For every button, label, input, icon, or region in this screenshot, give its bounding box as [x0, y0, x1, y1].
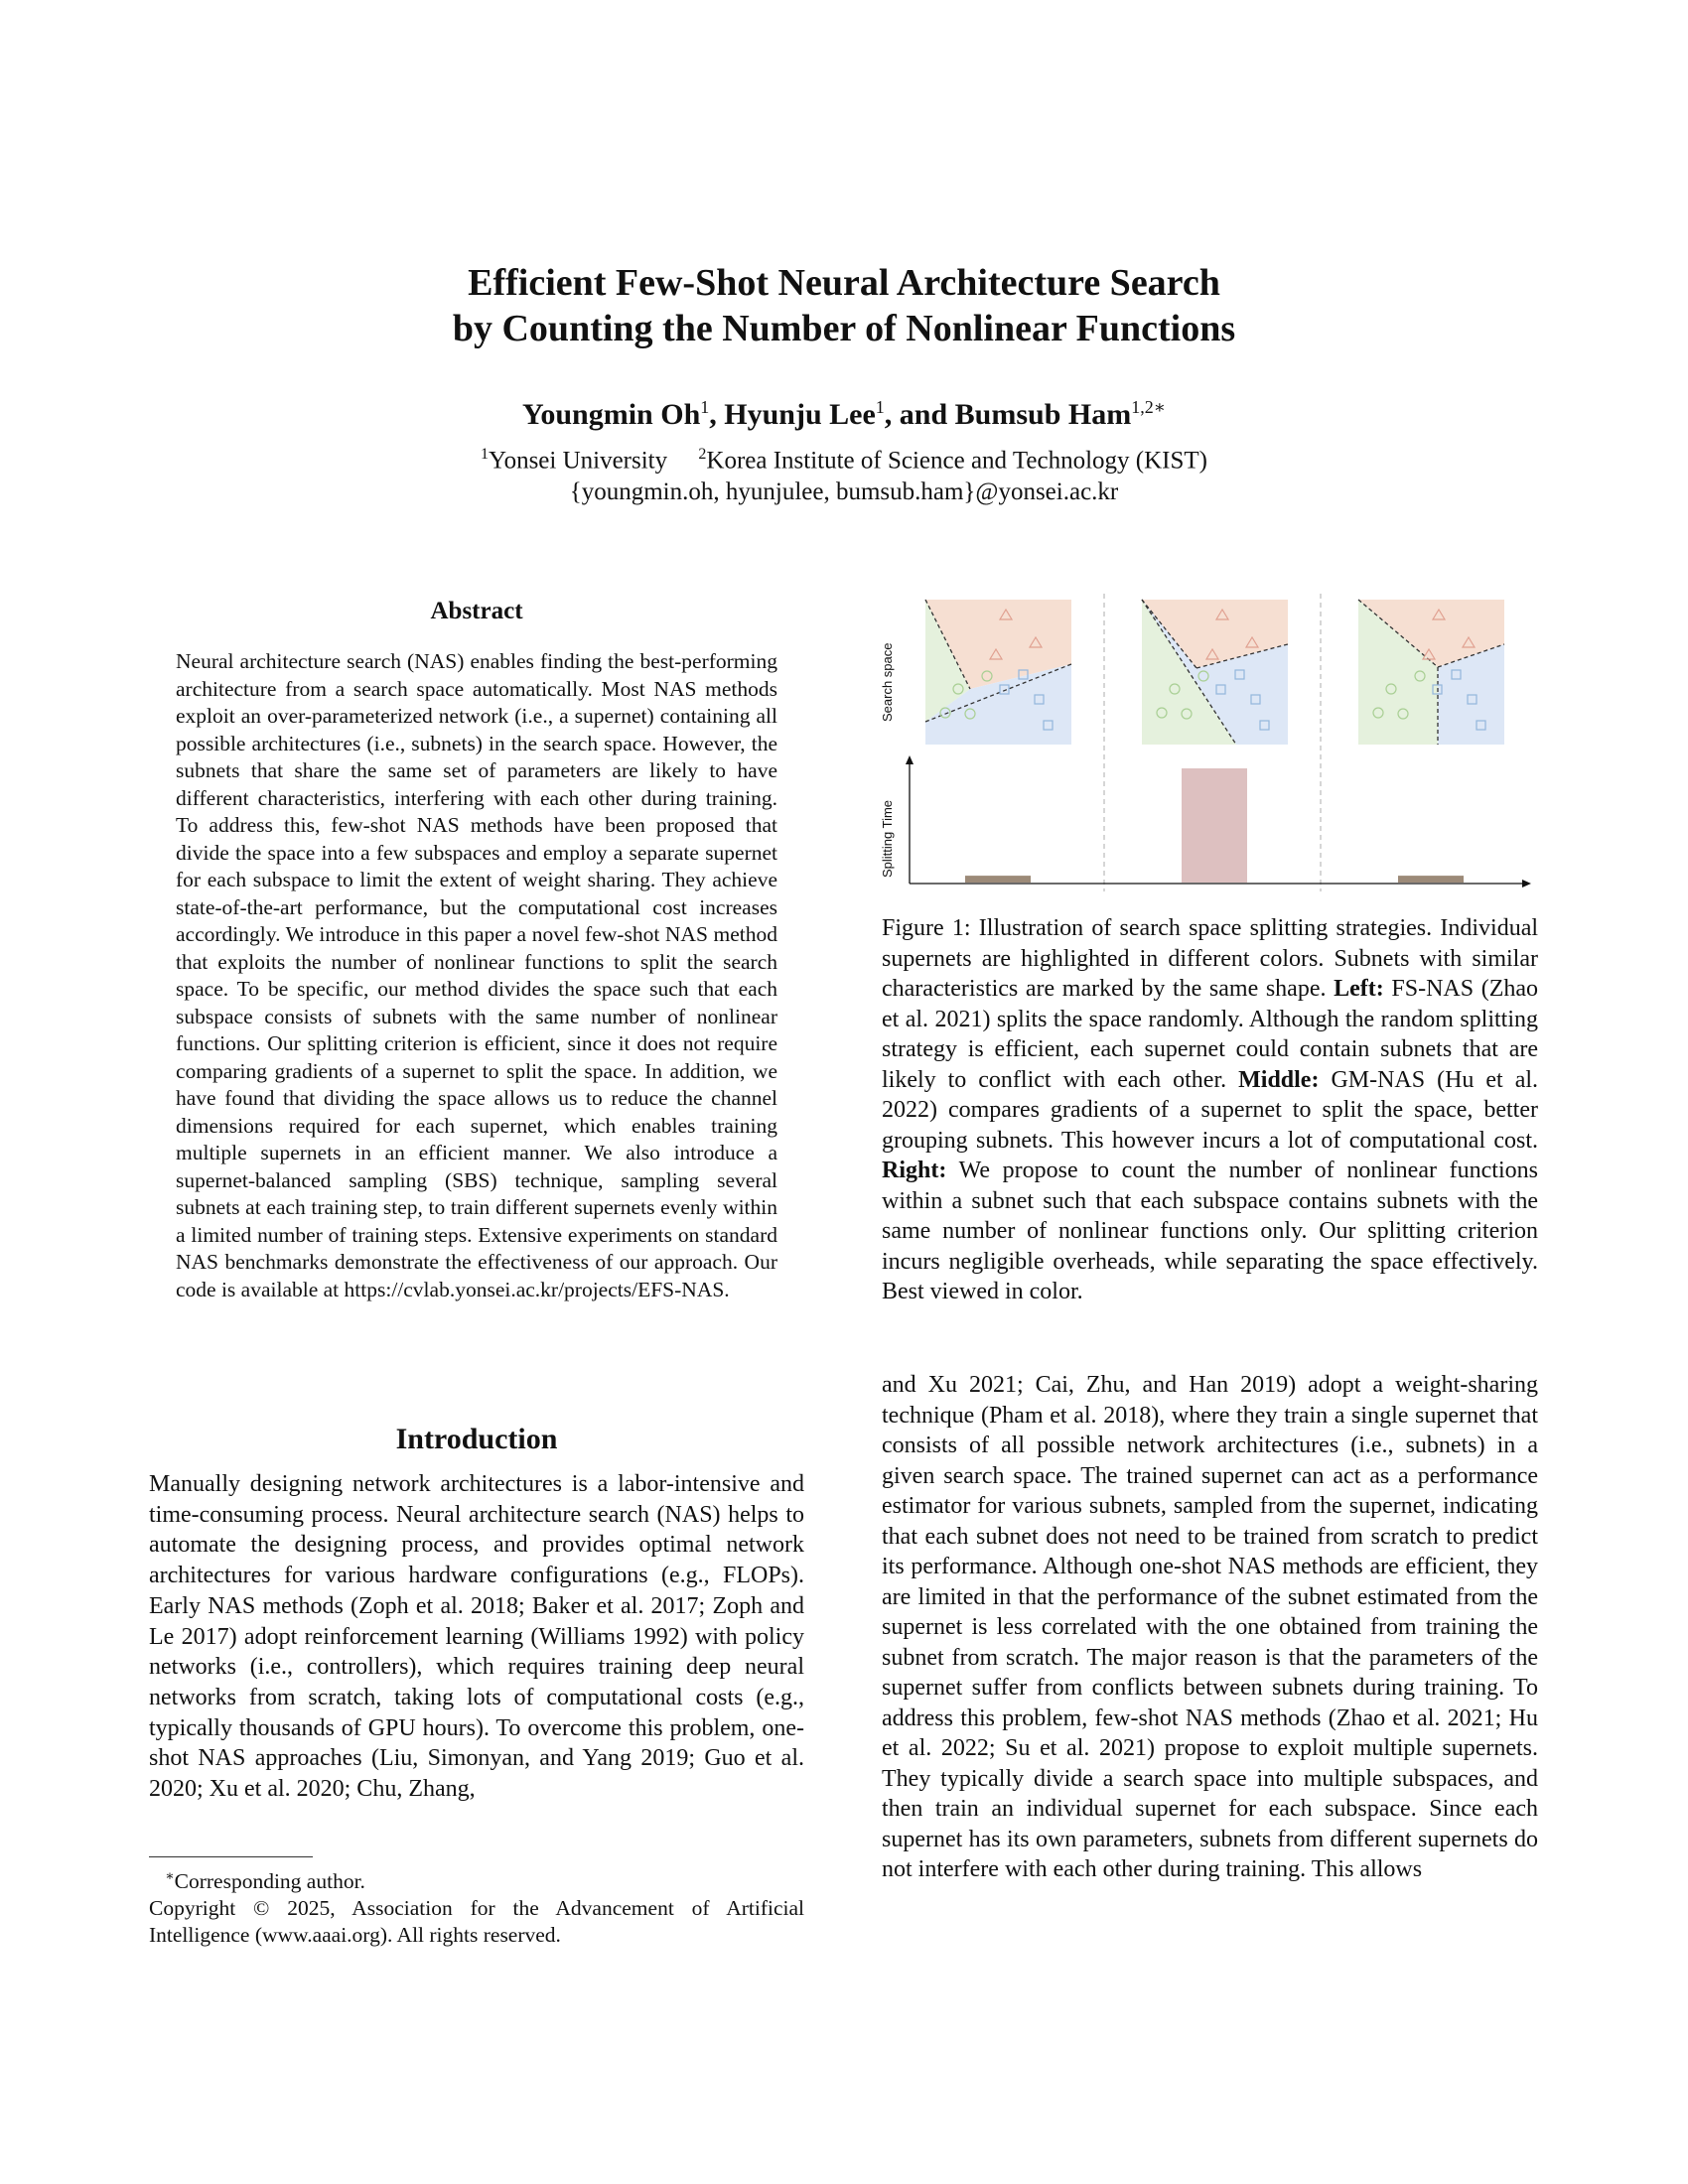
footnote-mark: ∗ [165, 1869, 175, 1884]
caption-right-text: We propose to count the number of nonlinear functions within a subnet such that each subspace contains subnets with the same number of nonlinear functions only. Our splitting criterion incurs negligible overheads, while separating the space effectively. Best viewed in color. [882, 1158, 1538, 1304]
paper-title [0, 260, 1688, 351]
affiliation-yonsei: Yonsei University [489, 447, 668, 475]
caption-label: Figure 1: [882, 915, 971, 941]
figure-1 [874, 594, 1539, 903]
affiliation-sup: 2 [698, 446, 707, 463]
caption-intro: Illustration of search space splitting strategies. Individual supernets are highlighted in different colors. Subnets with similar characteristics are marked by the same shape. [882, 915, 1539, 1002]
author-sup: 1 [700, 397, 710, 417]
right-column-text: and Xu 2021; Cai, Zhu, and Han 2019) adopt a weight-sharing technique (Pham et al. 2018), where they train a single supernet that consists of all possible network architectures (i.e., subnets) in a given search space. The trained supernet can act as a performance estimator for various subnets, sampled from the supernet, indicating that each subnet does not need to be trained from scratch to predict its performance. Although one-shot NAS methods are efficient, they are limited in that the performance of the subnet estimated from the supernet is less correlated with the one obtained from training the subnet from scratch. The major reason is that the parameters of the supernet suffer from conflicts between subnets during training. To address this problem, few-shot NAS methods (Zhao et al. 2021; Hu et al. 2022; Su et al. 2021) propose to exploit multiple supernets. They typically divide a search space into multiple subspaces, and then train an individual supernet for each subspace. Since each supernet has its own parameters, subnets from different supernets do not interfere with each other during training. This allows [882, 1372, 1538, 1882]
caption-middle-label: Middle: [1238, 1066, 1320, 1093]
caption-right-label: Right: [882, 1158, 947, 1183]
panel-ours [1358, 600, 1504, 745]
corresponding-text: Corresponding author. [174, 1869, 365, 1894]
panel-fs-nas [925, 600, 1071, 745]
author-emails: {youngmin.oh, hyunjulee, bumsub.ham}@yonsei.ac.kr [569, 478, 1119, 506]
introduction-text: Manually designing network architectures is a labor-intensive and time-consuming process. Neural architecture search (NAS) helps to automate the designing process, and provides optimal network architectures for various hardware configurations (e.g., FLOPs). Early NAS methods (Zoph et al. 2018; Baker et al. 2017; Zoph and Le 2017) adopt reinforcement learning (Williams 1992) with policy networks (i.e., controllers), which requires training deep neural networks from scratch, taking lots of computational costs (e.g., typically thousands of GPU hours). To overcome this problem, one-shot NAS approaches (Liu, Simonyan, and Yang 2019; Guo et al. 2020; Xu et al. 2020; Chu, Zhang, [149, 1471, 804, 1803]
caption-middle-text: GM-NAS (Hu et al. 2022) compares gradients of a supernet to split the space, better grouping subnets. This however incurs a lot of computational cost. [882, 1066, 1539, 1154]
bar-gm-nas-splitting-time [1182, 768, 1247, 883]
affiliation-kist: Korea Institute of Science and Technology (KIST) [706, 447, 1207, 475]
author-sup: 1,2∗ [1131, 397, 1166, 417]
ylabel-splitting-time: Splitting Time [880, 799, 895, 878]
figure-1-caption [882, 913, 1538, 1307]
corresponding-author-note [149, 1863, 804, 1895]
abstract-text: Neural architecture search (NAS) enables finding the best-performing architecture from a search space automatically. Most NAS methods exploit an over-parameterized network (i.e., a supernet) containing all possible architectures (i.e., subnets) in the search space. However, the subnets that share the same set of parameters are likely to have different characteristics, interfering with each other during training. To address this, few-shot NAS methods have been proposed that divide the space into a few subspaces and employ a separate supernet for each subspace to limit the extent of weight sharing. They achieve state-of-the-art performance, but the computational cost increases accordingly. We introduce in this paper a novel few-shot NAS method that exploits the number of nonlinear functions to split the search space. To be specific, our method divides the space such that each subspace consists of subnets with the same number of nonlinear functions. Our splitting criterion is efficient, since it does not require comparing gradients of a supernet to split the space. In addition, we have found that dividing the space allows us to reduce the channel dimensions required for each supernet, which enables training multiple supernets in an efficient manner. We also introduce a supernet-balanced sampling (SBS) technique, sampling several subnets at each training step, to train different supernets evenly within a limited number of training steps. Extensive experiments on standard NAS benchmarks demonstrate the effectiveness of our approach. Our code is available at https://cvlab.yonsei.ac.kr/projects/EFS-NAS. [176, 649, 777, 1301]
abstract-heading: Abstract [430, 598, 523, 624]
introduction-heading: Introduction [395, 1423, 558, 1455]
author-name: Hyunju Lee [724, 398, 876, 431]
y-axis-arrow [906, 755, 914, 764]
title-line-1: Efficient Few-Shot Neural Architecture Search [468, 262, 1220, 304]
ylabel-search-space: Search space [880, 642, 895, 722]
affiliation-line [0, 439, 1688, 477]
author-name: Youngmin Oh [522, 398, 701, 431]
title-line-2: by Counting the Number of Nonlinear Functions [452, 308, 1236, 349]
footnote-rule [149, 1856, 313, 1857]
panel-gm-nas [1142, 600, 1288, 745]
footnote [149, 1863, 804, 1949]
affiliations [0, 439, 1688, 508]
bar-ours-splitting-time [1398, 876, 1464, 883]
copyright-note: Copyright © 2025, Association for the Advancement of Artificial Intelligence (www.aaai.org). All rights reserved. [149, 1896, 804, 1948]
author-list [0, 389, 1688, 433]
caption-left-text: FS-NAS (Zhao et al. 2021) splits the space randomly. Although the random splitting strategy is efficient, each supernet could contain subnets that are likely to conflict with each other. [882, 976, 1539, 1093]
author-separator: , [709, 398, 725, 431]
x-axis-arrow [1522, 880, 1531, 887]
bar-fs-nas-splitting-time [965, 876, 1031, 883]
affiliation-sup: 1 [481, 446, 490, 463]
caption-left-label: Left: [1334, 976, 1384, 1002]
author-name: Bumsub Ham [954, 398, 1132, 431]
author-separator: , and [884, 398, 955, 431]
author-sup: 1 [875, 397, 885, 417]
